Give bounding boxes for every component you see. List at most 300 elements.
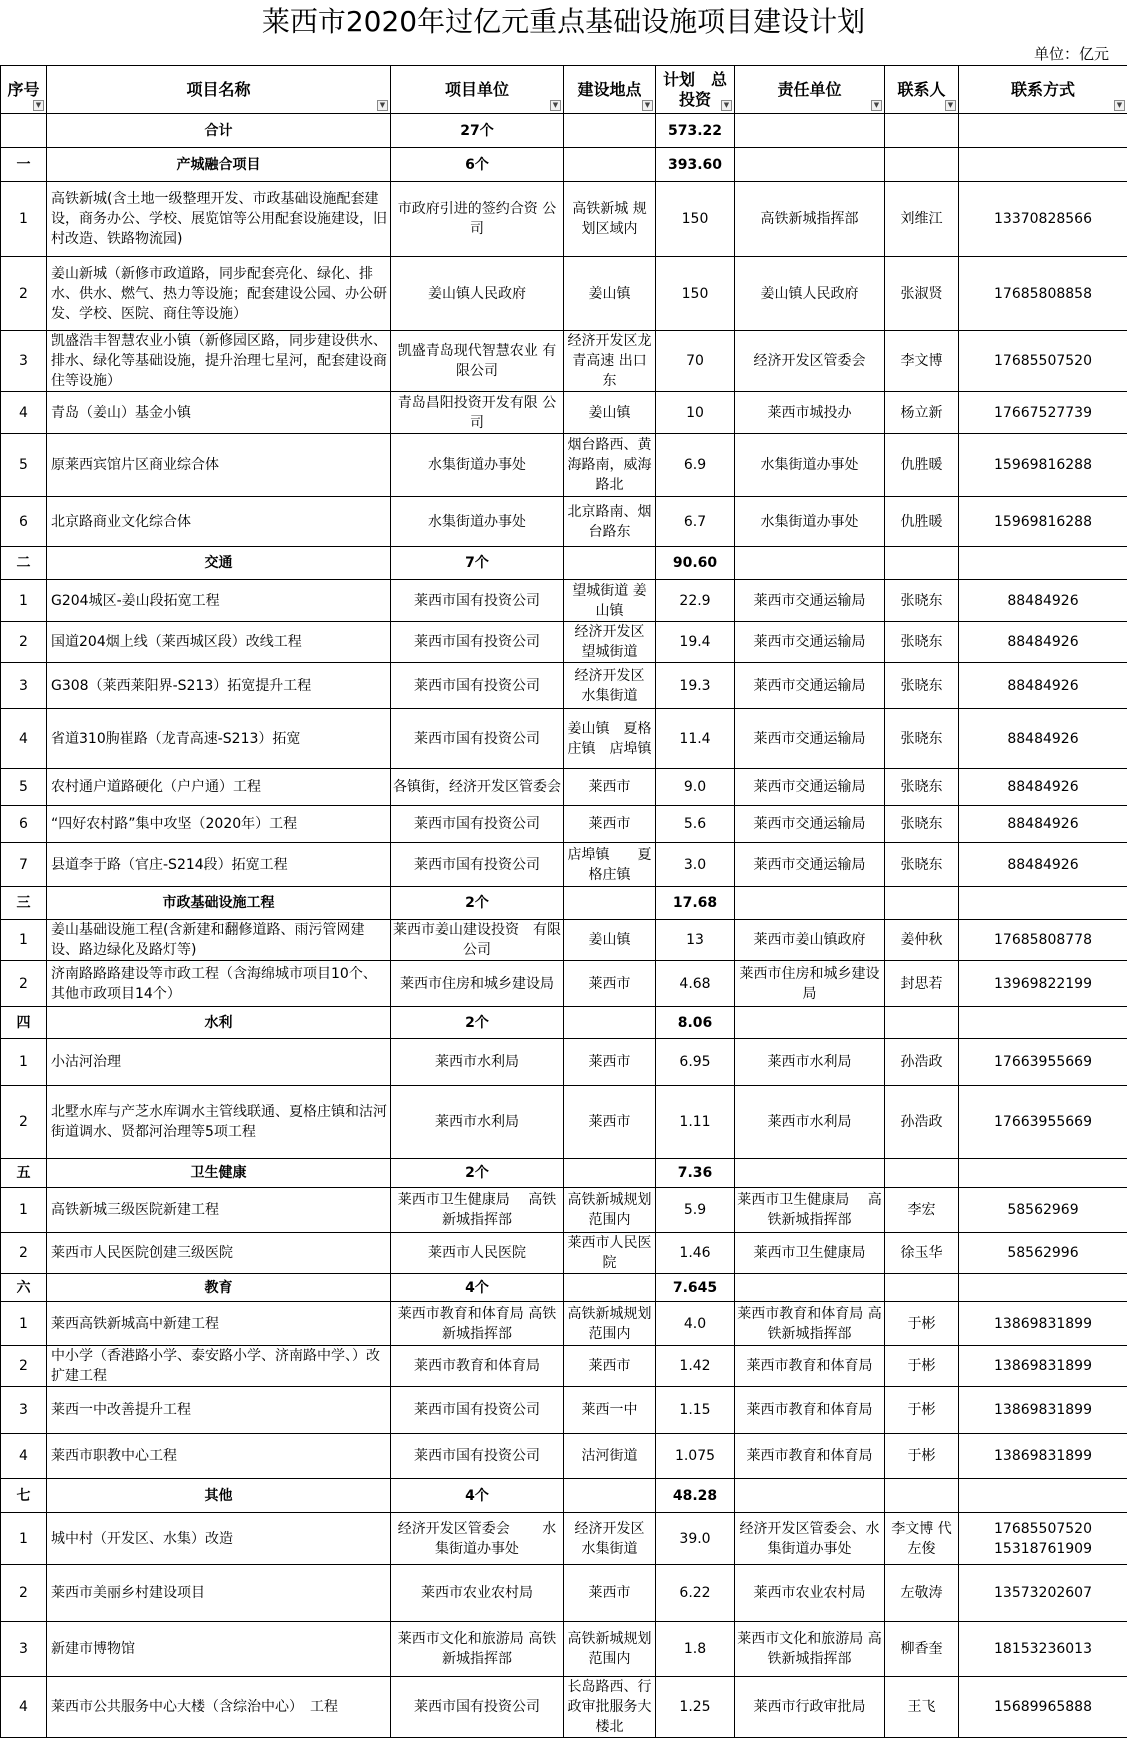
cell-contact: 张晓东: [885, 663, 959, 709]
cell-name: 城中村（开发区、水集）改造: [47, 1513, 391, 1565]
cell-resp: 莱西市交通运输局: [735, 580, 885, 622]
section-name: 卫生健康: [47, 1159, 391, 1188]
cell-phone: 18153236013: [959, 1622, 1127, 1677]
section-invest: 393.60: [656, 148, 735, 182]
table-row: [1, 1086, 1127, 1159]
cell-loc: 莱西市: [564, 1565, 656, 1622]
cell-contact: 封思若: [885, 961, 959, 1007]
cell-phone: 17685808858: [959, 257, 1127, 331]
cell-name: 青岛（姜山）基金小镇: [47, 392, 391, 434]
cell-resp: 莱西市交通运输局: [735, 769, 885, 806]
cell-contact: 左敬涛: [885, 1565, 959, 1622]
filter-dropdown-icon: ▼: [871, 100, 882, 111]
table-row: [1, 843, 1127, 887]
filter-dropdown-icon: ▼: [642, 100, 653, 111]
table-row: [1, 1039, 1127, 1086]
section-count: 2个: [391, 1007, 564, 1039]
cell-no: 1: [1, 182, 47, 257]
cell-name: 原莱西宾馆片区商业综合体: [47, 434, 391, 497]
cell-phone: 17663955669: [959, 1086, 1127, 1159]
cell-unit: 莱西市卫生健康局 高铁新城指挥部: [391, 1188, 564, 1233]
cell-contact: 孙浩政: [885, 1086, 959, 1159]
cell-phone: 58562969: [959, 1188, 1127, 1233]
cell-loc: 莱西市: [564, 961, 656, 1007]
table-row: [1, 1434, 1127, 1479]
cell-loc: 经济开发区 望城街道: [564, 622, 656, 663]
cell-contact: 张晓东: [885, 709, 959, 769]
table-row: [1, 1677, 1127, 1738]
cell-no: 2: [1, 1086, 47, 1159]
cell-no: 1: [1, 1513, 47, 1565]
cell-phone: 13869831899: [959, 1434, 1127, 1479]
table-row: [1, 1387, 1127, 1434]
cell-name: 省道310朐崔路（龙青高速-S213）拓宽: [47, 709, 391, 769]
cell-loc: 经济开发区龙青高速 出口东: [564, 331, 656, 392]
section-no: 二: [1, 547, 47, 580]
cell-resp: 莱西市交通运输局: [735, 663, 885, 709]
cell-phone: 58562996: [959, 1233, 1127, 1274]
filter-dropdown-icon: ▼: [550, 100, 561, 111]
cell-no: 4: [1, 392, 47, 434]
cell-contact: 李宏: [885, 1188, 959, 1233]
cell-unit: 莱西市文化和旅游局 高铁新城指挥部: [391, 1622, 564, 1677]
cell-unit: 莱西市人民医院: [391, 1233, 564, 1274]
section-count: 2个: [391, 1159, 564, 1188]
cell-loc: 望城街道 姜山镇: [564, 580, 656, 622]
project-table: [0, 65, 1127, 1738]
cell-resp: 莱西市教育和体育局: [735, 1387, 885, 1434]
cell-unit: 莱西市国有投资公司: [391, 1434, 564, 1479]
section-no: 四: [1, 1007, 47, 1039]
cell-contact: 张晓东: [885, 769, 959, 806]
section-invest: 17.68: [656, 887, 735, 920]
section-row: [1, 547, 1127, 580]
cell-no: 1: [1, 1188, 47, 1233]
cell-no: 2: [1, 1346, 47, 1387]
table-row: [1, 622, 1127, 663]
cell-contact: 刘维江: [885, 182, 959, 257]
cell-unit: 莱西市国有投资公司: [391, 1677, 564, 1738]
cell-unit: 凯盛青岛现代智慧农业 有限公司: [391, 331, 564, 392]
cell-loc: 姜山镇: [564, 392, 656, 434]
table-row: [1, 1188, 1127, 1233]
cell-resp: 莱西市姜山镇政府: [735, 920, 885, 961]
section-row: [1, 148, 1127, 182]
cell-phone: 88484926: [959, 622, 1127, 663]
cell-unit: 莱西市国有投资公司: [391, 709, 564, 769]
cell-phone: 88484926: [959, 769, 1127, 806]
section-invest: 48.28: [656, 1479, 735, 1513]
table-row: [1, 1346, 1127, 1387]
cell-inv: 19.3: [656, 663, 735, 709]
cell-resp: 莱西市教育和体育局 高铁新城指挥部: [735, 1302, 885, 1346]
cell-unit: 莱西市姜山建设投资 有限公司: [391, 920, 564, 961]
cell-phone: 13370828566: [959, 182, 1127, 257]
cell-no: 3: [1, 1622, 47, 1677]
cell-inv: 1.46: [656, 1233, 735, 1274]
cell-unit: 莱西市国有投资公司: [391, 622, 564, 663]
section-name: 产城融合项目: [47, 148, 391, 182]
cell-inv: 1.25: [656, 1677, 735, 1738]
cell-resp: 莱西市住房和城乡建设局: [735, 961, 885, 1007]
section-name: 交通: [47, 547, 391, 580]
cell-unit: 莱西市教育和体育局 高铁新城指挥部: [391, 1302, 564, 1346]
cell-name: 莱西市职教中心工程: [47, 1434, 391, 1479]
cell-loc: 高铁新城规划范围内: [564, 1622, 656, 1677]
section-name: 其他: [47, 1479, 391, 1513]
cell-loc: 经济开发区 水集街道: [564, 1513, 656, 1565]
cell-loc: 经济开发区 水集街道: [564, 663, 656, 709]
cell-no: 6: [1, 497, 47, 547]
cell-inv: 150: [656, 182, 735, 257]
cell-contact: 于彬: [885, 1346, 959, 1387]
cell-no: 4: [1, 1434, 47, 1479]
cell-inv: 19.4: [656, 622, 735, 663]
cell-unit: 莱西市国有投资公司: [391, 1387, 564, 1434]
cell-loc: 姜山镇: [564, 920, 656, 961]
section-no: 七: [1, 1479, 47, 1513]
table-row: [1, 1622, 1127, 1677]
cell-inv: 6.95: [656, 1039, 735, 1086]
cell-name: 北京路商业文化综合体: [47, 497, 391, 547]
cell-contact: 于彬: [885, 1387, 959, 1434]
cell-name: 国道204烟上线（莱西城区段）改线工程: [47, 622, 391, 663]
cell-unit: 经济开发区管委会 水集街道办事处: [391, 1513, 564, 1565]
cell-name: 姜山基础设施工程(含新建和翻修道路、雨污管网建设、路边绿化及路灯等): [47, 920, 391, 961]
table-row: [1, 920, 1127, 961]
table-row: [1, 663, 1127, 709]
header-investment[interactable]: 计划 总投资 ▼: [656, 66, 735, 114]
cell-phone: 88484926: [959, 843, 1127, 887]
cell-no: 3: [1, 331, 47, 392]
cell-phone: 88484926: [959, 663, 1127, 709]
cell-inv: 1.42: [656, 1346, 735, 1387]
cell-no: 7: [1, 843, 47, 887]
cell-no: 2: [1, 1233, 47, 1274]
cell-name: 莱西一中改善提升工程: [47, 1387, 391, 1434]
cell-loc: 姜山镇 夏格庄镇 店埠镇: [564, 709, 656, 769]
cell-phone: 13869831899: [959, 1387, 1127, 1434]
cell-inv: 70: [656, 331, 735, 392]
cell-no: 1: [1, 1302, 47, 1346]
cell-name: 莱西市公共服务中心大楼（含综治中心） 工程: [47, 1677, 391, 1738]
header-seq[interactable]: 序号 ▼: [1, 66, 47, 114]
cell-name: 姜山新城（新修市政道路，同步配套亮化、绿化、排水、供水、燃气、热力等设施；配套建设公园、办公研发、学校、医院、商住等设施）: [47, 257, 391, 331]
cell-resp: 莱西市交通运输局: [735, 843, 885, 887]
cell-inv: 1.8: [656, 1622, 735, 1677]
header-contact-person[interactable]: 联系人 ▼: [885, 66, 959, 114]
cell-resp: 莱西市教育和体育局: [735, 1346, 885, 1387]
cell-inv: 5.9: [656, 1188, 735, 1233]
cell-loc: 莱西一中: [564, 1387, 656, 1434]
header-location[interactable]: 建设地点 ▼: [564, 66, 656, 114]
cell-phone: 88484926: [959, 709, 1127, 769]
cell-loc: 莱西市: [564, 1086, 656, 1159]
cell-contact: 杨立新: [885, 392, 959, 434]
cell-loc: 长岛路西、行政审批服务大楼北: [564, 1677, 656, 1738]
cell-inv: 39.0: [656, 1513, 735, 1565]
cell-contact: 于彬: [885, 1434, 959, 1479]
cell-resp: 经济开发区管委会、水集街道办事处: [735, 1513, 885, 1565]
cell-loc: 莱西市: [564, 806, 656, 843]
cell-no: 6: [1, 806, 47, 843]
cell-resp: 莱西市文化和旅游局 高铁新城指挥部: [735, 1622, 885, 1677]
section-row: [1, 1159, 1127, 1188]
table-row: [1, 1565, 1127, 1622]
table-row: [1, 392, 1127, 434]
table-row: [1, 434, 1127, 497]
cell-unit: 青岛昌阳投资开发有限 公司: [391, 392, 564, 434]
cell-name: 莱西市美丽乡村建设项目: [47, 1565, 391, 1622]
section-invest: 90.60: [656, 547, 735, 580]
section-invest: 8.06: [656, 1007, 735, 1039]
cell-inv: 6.9: [656, 434, 735, 497]
header-row: [1, 66, 1127, 114]
cell-unit: 莱西市水利局: [391, 1039, 564, 1086]
cell-unit: 莱西市国有投资公司: [391, 580, 564, 622]
cell-name: 新建市博物馆: [47, 1622, 391, 1677]
cell-inv: 150: [656, 257, 735, 331]
cell-unit: 莱西市农业农村局: [391, 1565, 564, 1622]
section-row: [1, 1274, 1127, 1302]
cell-name: 凯盛浩丰智慧农业小镇（新修园区路，同步建设供水、排水、绿化等基础设施，提升治理七星河，配套建设商住等设施）: [47, 331, 391, 392]
cell-phone: 13869831899: [959, 1302, 1127, 1346]
header-project-name[interactable]: 项目名称 ▼: [47, 66, 391, 114]
table-row: [1, 806, 1127, 843]
cell-unit: 水集街道办事处: [391, 434, 564, 497]
cell-inv: 22.9: [656, 580, 735, 622]
cell-name: G308（莱西莱阳界-S213）拓宽提升工程: [47, 663, 391, 709]
cell-loc: 沽河街道: [564, 1434, 656, 1479]
cell-name: 中小学（香港路小学、泰安路小学、济南路中学、）改扩建工程: [47, 1346, 391, 1387]
cell-inv: 5.6: [656, 806, 735, 843]
cell-no: 4: [1, 709, 47, 769]
table-row: [1, 709, 1127, 769]
table-row: [1, 580, 1127, 622]
cell-loc: 莱西市人民医院: [564, 1233, 656, 1274]
cell-phone: 13969822199: [959, 961, 1127, 1007]
cell-resp: 水集街道办事处: [735, 434, 885, 497]
cell-resp: 莱西市教育和体育局: [735, 1434, 885, 1479]
cell-contact: 张晓东: [885, 622, 959, 663]
cell-unit: 各镇街，经济开发区管委会: [391, 769, 564, 806]
section-count: 2个: [391, 887, 564, 920]
cell-inv: 13: [656, 920, 735, 961]
table-row: [1, 961, 1127, 1007]
cell-resp: 莱西市卫生健康局 高铁新城指挥部: [735, 1188, 885, 1233]
cell-inv: 4.68: [656, 961, 735, 1007]
section-name: 市政基础设施工程: [47, 887, 391, 920]
table-row: [1, 182, 1127, 257]
cell-phone: 15969816288: [959, 434, 1127, 497]
cell-contact: 于彬: [885, 1302, 959, 1346]
section-count: 4个: [391, 1274, 564, 1302]
cell-name: 高铁新城三级医院新建工程: [47, 1188, 391, 1233]
cell-phone: 17663955669: [959, 1039, 1127, 1086]
cell-loc: 店埠镇 夏格庄镇: [564, 843, 656, 887]
header-phone[interactable]: 联系方式 ▼: [959, 66, 1127, 114]
cell-inv: 11.4: [656, 709, 735, 769]
cell-unit: 莱西市住房和城乡建设局: [391, 961, 564, 1007]
cell-loc: 莱西市: [564, 1039, 656, 1086]
section-row: [1, 1007, 1127, 1039]
cell-name: 小沽河治理: [47, 1039, 391, 1086]
table-body: [1, 148, 1127, 1738]
filter-dropdown-icon: ▼: [33, 100, 44, 111]
cell-phone: 13869831899: [959, 1346, 1127, 1387]
unit-label: 单位：亿元: [1034, 45, 1110, 63]
section-invest: 7.645: [656, 1274, 735, 1302]
table-row: [1, 769, 1127, 806]
table-row: [1, 1513, 1127, 1565]
cell-contact: 张晓东: [885, 580, 959, 622]
cell-unit: 莱西市国有投资公司: [391, 843, 564, 887]
cell-contact: 张晓东: [885, 806, 959, 843]
cell-resp: 莱西市交通运输局: [735, 806, 885, 843]
cell-loc: 姜山镇: [564, 257, 656, 331]
cell-phone: 17667527739: [959, 392, 1127, 434]
cell-no: 3: [1, 1387, 47, 1434]
cell-name: 高铁新城(含土地一级整理开发、市政基础设施配套建设，商务办公、学校、展览馆等公用配套设施建设，旧村改造、铁路物流园): [47, 182, 391, 257]
cell-contact: 张晓东: [885, 843, 959, 887]
section-row: [1, 1479, 1127, 1513]
section-invest: 7.36: [656, 1159, 735, 1188]
cell-phone: 17685808778: [959, 920, 1127, 961]
cell-contact: 李文博 代左俊: [885, 1513, 959, 1565]
cell-contact: 仇胜暖: [885, 497, 959, 547]
cell-name: G204城区-姜山段拓宽工程: [47, 580, 391, 622]
cell-loc: 烟台路西、黄海路南，威海路北: [564, 434, 656, 497]
cell-resp: 经济开发区管委会: [735, 331, 885, 392]
section-name: 水利: [47, 1007, 391, 1039]
cell-no: 3: [1, 663, 47, 709]
cell-no: 1: [1, 1039, 47, 1086]
cell-inv: 4.0: [656, 1302, 735, 1346]
cell-unit: 莱西市水利局: [391, 1086, 564, 1159]
filter-dropdown-icon: ▼: [945, 100, 956, 111]
cell-contact: 姜仲秋: [885, 920, 959, 961]
cell-inv: 10: [656, 392, 735, 434]
cell-contact: 李文博: [885, 331, 959, 392]
section-name: 教育: [47, 1274, 391, 1302]
cell-no: 1: [1, 920, 47, 961]
section-no: 一: [1, 148, 47, 182]
cell-loc: 莱西市: [564, 1346, 656, 1387]
page-title: 莱西市2020年过亿元重点基础设施项目建设计划: [261, 5, 866, 38]
section-row: [1, 887, 1127, 920]
section-no: 五: [1, 1159, 47, 1188]
total-row: 合计 27个 573.22: [1, 114, 1127, 148]
cell-resp: 莱西市交通运输局: [735, 709, 885, 769]
header-responsible-unit[interactable]: 责任单位 ▼: [735, 66, 885, 114]
cell-phone: 17685507520: [959, 331, 1127, 392]
cell-name: 县道李于路（官庄-S214段）拓宽工程: [47, 843, 391, 887]
cell-resp: 莱西市卫生健康局: [735, 1233, 885, 1274]
cell-resp: 高铁新城指挥部: [735, 182, 885, 257]
cell-resp: 姜山镇人民政府: [735, 257, 885, 331]
cell-phone: 13573202607: [959, 1565, 1127, 1622]
table-row: [1, 1302, 1127, 1346]
table-row: [1, 497, 1127, 547]
cell-loc: 高铁新城规划范围内: [564, 1188, 656, 1233]
cell-contact: 张淑贤: [885, 257, 959, 331]
cell-contact: 孙浩政: [885, 1039, 959, 1086]
cell-phone: 15689965888: [959, 1677, 1127, 1738]
cell-name: “四好农村路”集中攻坚（2020年）工程: [47, 806, 391, 843]
cell-phone: 88484926: [959, 580, 1127, 622]
table-row: [1, 331, 1127, 392]
cell-unit: 莱西市国有投资公司: [391, 663, 564, 709]
cell-resp: 莱西市交通运输局: [735, 622, 885, 663]
cell-resp: 莱西市农业农村局: [735, 1565, 885, 1622]
cell-inv: 3.0: [656, 843, 735, 887]
header-project-unit[interactable]: 项目单位 ▼: [391, 66, 564, 114]
table-row: [1, 1233, 1127, 1274]
cell-no: 2: [1, 961, 47, 1007]
cell-resp: 莱西市水利局: [735, 1039, 885, 1086]
cell-contact: 柳香奎: [885, 1622, 959, 1677]
cell-phone: 17685507520 15318761909: [959, 1513, 1127, 1565]
cell-resp: 莱西市水利局: [735, 1086, 885, 1159]
cell-name: 北墅水库与产芝水库调水主管线联通、夏格庄镇和沽河街道调水、贤都河治理等5项工程: [47, 1086, 391, 1159]
cell-resp: 莱西市行政审批局: [735, 1677, 885, 1738]
cell-no: 2: [1, 1565, 47, 1622]
table-row: [1, 257, 1127, 331]
cell-loc: 高铁新城规划范围内: [564, 1302, 656, 1346]
cell-no: 2: [1, 622, 47, 663]
cell-resp: 莱西市城投办: [735, 392, 885, 434]
cell-no: 1: [1, 580, 47, 622]
filter-dropdown-icon: ▼: [1114, 100, 1125, 111]
cell-unit: 姜山镇人民政府: [391, 257, 564, 331]
cell-inv: 6.22: [656, 1565, 735, 1622]
cell-contact: 徐玉华: [885, 1233, 959, 1274]
cell-name: 莱西市人民医院创建三级医院: [47, 1233, 391, 1274]
cell-no: 2: [1, 257, 47, 331]
cell-loc: 莱西市: [564, 769, 656, 806]
filter-dropdown-icon: ▼: [377, 100, 388, 111]
section-count: 6个: [391, 148, 564, 182]
cell-unit: 莱西市教育和体育局: [391, 1346, 564, 1387]
section-no: 六: [1, 1274, 47, 1302]
cell-name: 农村通户道路硬化（户户通）工程: [47, 769, 391, 806]
cell-name: 莱西高铁新城高中新建工程: [47, 1302, 391, 1346]
cell-resp: 水集街道办事处: [735, 497, 885, 547]
filter-dropdown-icon: ▼: [721, 100, 732, 111]
section-count: 7个: [391, 547, 564, 580]
cell-unit: 莱西市国有投资公司: [391, 806, 564, 843]
cell-unit: 水集街道办事处: [391, 497, 564, 547]
section-no: 三: [1, 887, 47, 920]
cell-inv: 9.0: [656, 769, 735, 806]
cell-phone: 15969816288: [959, 497, 1127, 547]
cell-inv: 6.7: [656, 497, 735, 547]
cell-no: 4: [1, 1677, 47, 1738]
cell-no: 5: [1, 769, 47, 806]
cell-name: 济南路路路建设等市政工程（含海绵城市项目10个、其他市政项目14个）: [47, 961, 391, 1007]
section-count: 4个: [391, 1479, 564, 1513]
cell-inv: 1.11: [656, 1086, 735, 1159]
cell-contact: 王飞: [885, 1677, 959, 1738]
cell-contact: 仇胜暖: [885, 434, 959, 497]
cell-loc: 高铁新城 规划区域内: [564, 182, 656, 257]
cell-no: 5: [1, 434, 47, 497]
cell-inv: 1.15: [656, 1387, 735, 1434]
cell-inv: 1.075: [656, 1434, 735, 1479]
cell-unit: 市政府引进的签约合资 公司: [391, 182, 564, 257]
cell-phone: 88484926: [959, 806, 1127, 843]
cell-loc: 北京路南、烟台路东: [564, 497, 656, 547]
